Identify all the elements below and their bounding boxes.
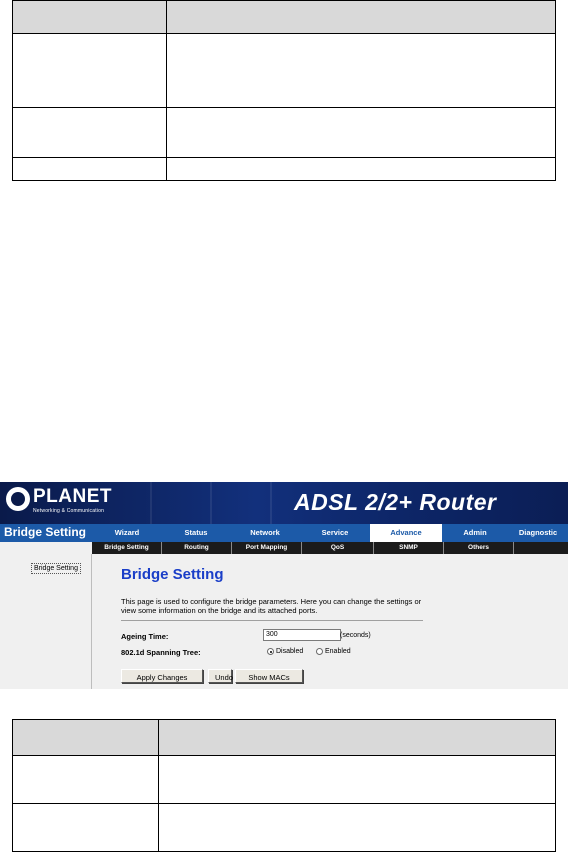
table-row [13,108,556,158]
divider [121,620,423,621]
sub-nav [92,542,568,554]
subtab-bridge-setting[interactable]: Bridge Setting [92,542,162,554]
stp-disabled-radio[interactable] [267,648,274,655]
table-cell [13,720,159,756]
subtab-qos[interactable]: QoS [302,542,374,554]
tab-admin[interactable]: Admin [463,528,487,537]
tab-network[interactable]: Network [250,528,280,537]
brand-name: PLANET [33,486,112,507]
show-macs-button[interactable]: Show MACs [235,669,303,683]
table-cell [167,158,556,181]
table-header-row [13,1,556,34]
planet-logo-icon [6,486,116,520]
table-row [13,158,556,181]
table-header-row [13,720,556,756]
tab-advance[interactable]: Advance [370,524,442,542]
table-row [13,804,556,852]
ageing-time-label: Ageing Time: [121,632,169,641]
spanning-tree-label: 802.1d Spanning Tree: [121,648,201,657]
tab-diagnostic[interactable]: Diagnostic [518,528,558,537]
page-label: Bridge Setting [4,525,87,539]
sidebar [0,554,92,689]
table-row [13,756,556,804]
apply-changes-button[interactable]: Apply Changes [121,669,203,683]
subtab-snmp[interactable]: SNMP [374,542,444,554]
table-cell [167,34,556,108]
doc-table-top [12,0,556,181]
ageing-time-unit: (seconds) [340,632,371,639]
router-web-ui [0,482,568,689]
subtab-routing[interactable]: Routing [162,542,232,554]
subtab-others[interactable]: Others [444,542,514,554]
table-cell [13,756,159,804]
ageing-time-input[interactable] [263,629,341,641]
main-nav [0,524,568,542]
planet-logo-mark [6,487,30,511]
table-cell [13,158,167,181]
table-row [13,34,556,108]
page-description: This page is used to configure the bridge parameters. Here you can change the settings or view some information on the bridge and its attached ports. [121,597,422,615]
table-cell [167,1,556,34]
table-cell [13,804,159,852]
stp-disabled-label: Disabled [276,648,304,655]
undo-button[interactable]: Undo [208,669,232,683]
sidebar-item-bridge-setting[interactable]: Bridge Setting [31,563,81,574]
brand-tagline: Networking & Communication [33,508,105,514]
header-banner [0,482,568,524]
tab-status[interactable]: Status [184,528,208,537]
table-cell [167,108,556,158]
tab-service[interactable]: Service [321,528,349,537]
table-cell [159,720,556,756]
page-title: Bridge Setting [121,566,224,583]
doc-table-bottom [12,719,556,852]
stp-enabled-radio[interactable] [316,648,323,655]
subtab-port-mapping[interactable]: Port Mapping [232,542,302,554]
tab-wizard[interactable]: Wizard [114,528,140,537]
table-cell [13,108,167,158]
table-cell [13,1,167,34]
content-panel [92,554,568,689]
table-cell [159,804,556,852]
stp-enabled-label: Enabled [325,648,351,655]
product-title: ADSL 2/2+ Router [294,489,497,515]
table-cell [159,756,556,804]
table-cell [13,34,167,108]
